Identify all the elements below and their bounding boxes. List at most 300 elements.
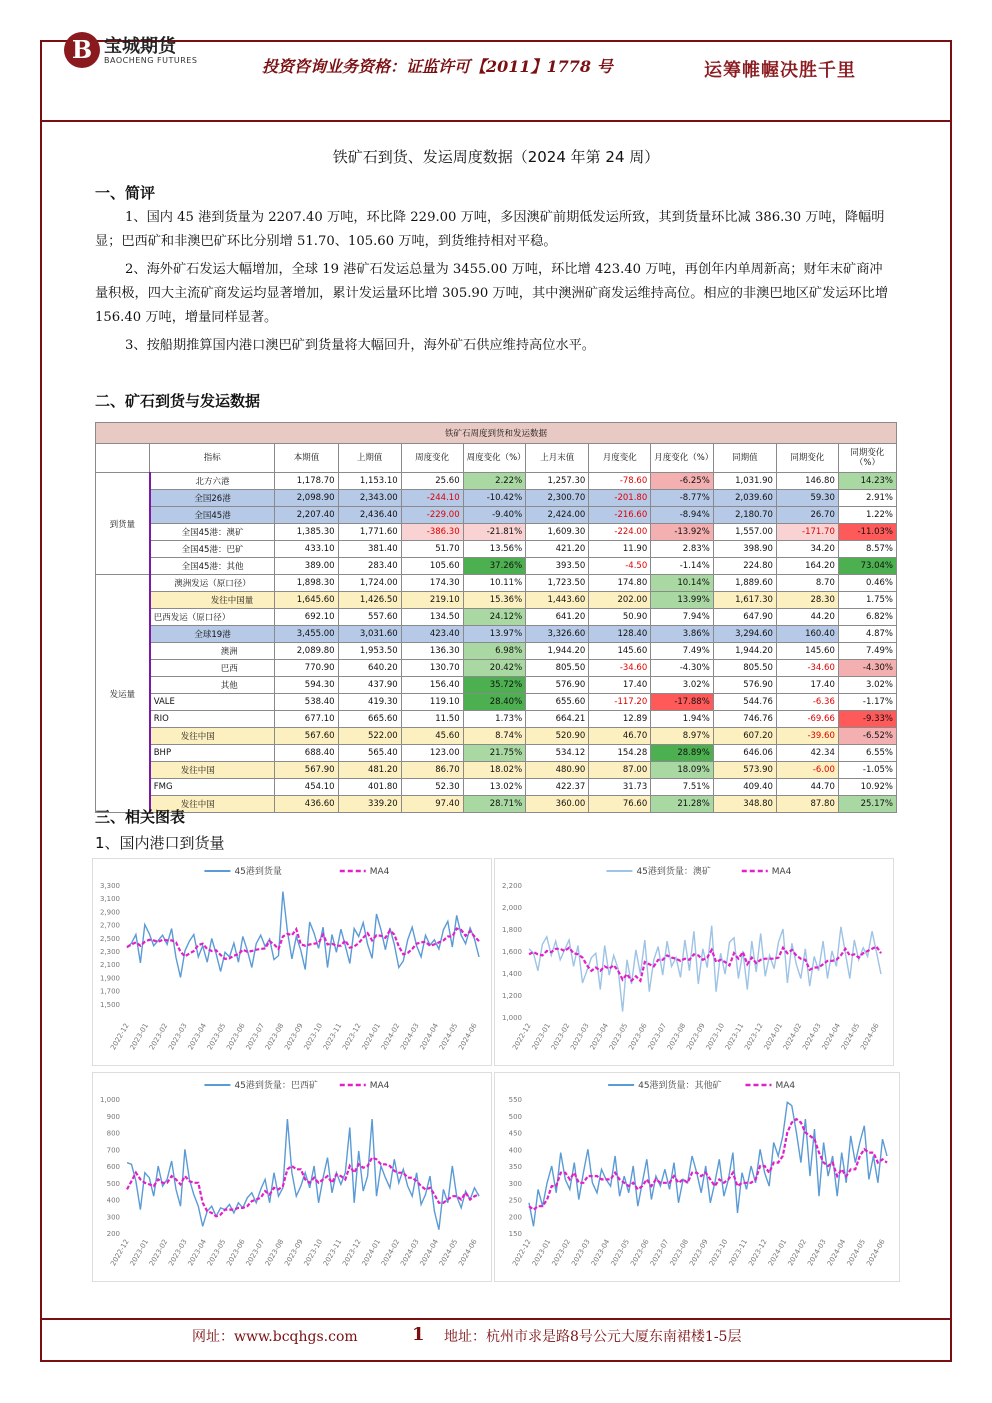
- x-tick-label: 2023-01: [530, 1022, 553, 1052]
- table-cell: 1,889.60: [713, 575, 776, 592]
- y-tick-label: 1,000: [99, 1096, 120, 1104]
- table-cell: 146.80: [776, 473, 838, 490]
- x-tick-label: 2024-04: [418, 1238, 441, 1268]
- table-row: [96, 490, 897, 507]
- table-cell: 3,031.60: [338, 626, 401, 643]
- table-cell: 688.40: [275, 745, 338, 762]
- chart-svg: [495, 1073, 899, 1281]
- y-tick-label: 300: [508, 1179, 522, 1188]
- table-cell: 105.60: [401, 558, 463, 575]
- row-label: 全国45港: [150, 507, 275, 524]
- table-cell: 3,326.60: [526, 626, 589, 643]
- table-cell: 11.50: [401, 711, 463, 728]
- y-tick-label: 350: [508, 1163, 522, 1171]
- x-tick-label: 2024-04: [825, 1238, 848, 1268]
- chart-svg: [93, 859, 491, 1065]
- y-tick-label: 600: [106, 1163, 120, 1171]
- x-tick-label: 2023-07: [244, 1022, 267, 1052]
- table-cell: 10.11%: [463, 575, 526, 592]
- x-tick-label: 2023-07: [646, 1022, 669, 1052]
- x-tick-label: 2023-02: [147, 1238, 170, 1268]
- legend-label-series: 45港到货量：澳矿: [636, 867, 711, 877]
- table-cell: -1.17%: [838, 694, 896, 711]
- table-cell: 21.75%: [463, 745, 526, 762]
- table-cell: 389.00: [275, 558, 338, 575]
- chart-legend: [204, 1079, 389, 1091]
- x-tick-label: 2023-11: [727, 1238, 750, 1268]
- table-cell: 13.02%: [463, 779, 526, 796]
- x-tick-label: 2023-03: [569, 1022, 591, 1052]
- table-cell: 10.92%: [838, 779, 896, 796]
- table-cell: 25.17%: [838, 796, 896, 813]
- table-cell: 87.80: [776, 796, 838, 813]
- table-cell: 17.40: [589, 677, 651, 694]
- header-cell: 上期值: [338, 444, 401, 473]
- x-tick-label: 2024-05: [845, 1238, 868, 1268]
- x-tick-label: 2023-07: [244, 1238, 267, 1268]
- x-tick-label: 2023-04: [588, 1022, 611, 1052]
- header-cell: 周度变化（%）: [463, 444, 526, 473]
- table-cell: 46.70: [589, 728, 651, 745]
- table-row: [96, 643, 897, 660]
- x-tick-label: 2022-12: [109, 1022, 131, 1052]
- table-cell: 34.20: [776, 541, 838, 558]
- table-cell: 1,723.50: [526, 575, 589, 592]
- table-row: [96, 575, 897, 592]
- table-cell: -6.00: [776, 762, 838, 779]
- table-cell: 567.90: [275, 762, 338, 779]
- table-cell: 348.80: [713, 796, 776, 813]
- table-cell: 640.20: [338, 660, 401, 677]
- x-tick-label: 2023-05: [609, 1238, 632, 1268]
- x-tick-label: 2023-09: [283, 1238, 305, 1268]
- y-tick-label: 2,200: [501, 882, 522, 890]
- table-row: [96, 728, 897, 745]
- x-tick-label: 2023-03: [167, 1238, 189, 1268]
- ma-line: [127, 929, 479, 959]
- header-cell: 同期变化（%）: [838, 444, 896, 473]
- page-header: [0, 0, 992, 84]
- row-label: 发往中国量: [150, 592, 275, 609]
- section-heading-summary: 一、简评: [95, 184, 156, 202]
- table-cell: -224.00: [589, 524, 651, 541]
- table-cell: -21.81%: [463, 524, 526, 541]
- legend-label-ma: MA4: [775, 1081, 796, 1091]
- y-tick-label: 2,900: [99, 908, 120, 917]
- table-cell: 219.10: [401, 592, 463, 609]
- x-tick-label: 2023-10: [302, 1022, 325, 1052]
- x-tick-label: 2024-03: [801, 1022, 823, 1052]
- table-cell: 136.30: [401, 643, 463, 660]
- row-label: 发往中国: [150, 796, 275, 813]
- header-cell: 指标: [150, 444, 275, 473]
- y-tick-label: 2,700: [99, 921, 120, 930]
- paragraph-3: 3、按船期推算国内港口澳巴矿到货量将大幅回升，海外矿石供应维持高位水平。: [125, 338, 595, 353]
- x-tick-label: 2024-01: [360, 1022, 383, 1052]
- table-cell: 8.74%: [463, 728, 526, 745]
- chart-svg: [93, 1073, 491, 1281]
- table-cell: -4.30%: [838, 660, 896, 677]
- document-title: 铁矿石到货、发运周度数据（2024 年第 24 周）: [332, 148, 660, 166]
- table-row: [96, 592, 897, 609]
- header-cell: 月度变化: [589, 444, 651, 473]
- table-cell: 3,455.00: [275, 626, 338, 643]
- table-cell: -1.14%: [651, 558, 714, 575]
- table-cell: -6.52%: [838, 728, 896, 745]
- row-label: RIO: [150, 711, 275, 728]
- legend-label-ma: MA4: [369, 867, 390, 877]
- y-tick-label: 2,100: [99, 961, 120, 970]
- ma-line: [127, 1158, 479, 1217]
- y-tick-label: 400: [106, 1196, 120, 1205]
- table-cell: 145.60: [776, 643, 838, 660]
- table-cell: 164.20: [776, 558, 838, 575]
- table-cell: 24.12%: [463, 609, 526, 626]
- table-cell: 156.40: [401, 677, 463, 694]
- x-tick-label: 2024-03: [806, 1238, 828, 1268]
- footer-website: 网址：www.bcqhgs.com: [192, 1329, 358, 1345]
- table-cell: 12.89: [589, 711, 651, 728]
- table-header-row: [96, 444, 897, 473]
- table-cell: 15.36%: [463, 592, 526, 609]
- row-label: 全球19港: [150, 626, 275, 643]
- table-cell: 18.02%: [463, 762, 526, 779]
- table-row: [96, 762, 897, 779]
- y-tick-label: 900: [106, 1112, 120, 1121]
- table-cell: 202.00: [589, 592, 651, 609]
- table-cell: 1,557.00: [713, 524, 776, 541]
- table-cell: 437.90: [338, 677, 401, 694]
- table-cell: 76.60: [589, 796, 651, 813]
- page-footer: [40, 1324, 952, 1348]
- table-cell: 594.30: [275, 677, 338, 694]
- table-cell: 692.10: [275, 609, 338, 626]
- table-row: [96, 711, 897, 728]
- table-cell: 6.55%: [838, 745, 896, 762]
- table-cell: 174.30: [401, 575, 463, 592]
- table-cell: 59.30: [776, 490, 838, 507]
- table-cell: 746.76: [713, 711, 776, 728]
- table-row: [96, 626, 897, 643]
- table-cell: 50.90: [589, 609, 651, 626]
- x-tick-label: 2023-06: [627, 1022, 649, 1052]
- x-tick-label: 2023-01: [530, 1238, 553, 1268]
- table-row: [96, 473, 897, 490]
- table-cell: 26.70: [776, 507, 838, 524]
- y-tick-label: 250: [508, 1196, 522, 1205]
- table-cell: 1,426.50: [338, 592, 401, 609]
- table-row: [96, 507, 897, 524]
- table-cell: 130.70: [401, 660, 463, 677]
- table-row: [96, 677, 897, 694]
- table-cell: 8.70: [776, 575, 838, 592]
- paragraph-2: 2、海外矿石发运大幅增加，全球 19 港矿石发运总量为 3455.00 万吨，环比增 423.40 万吨，再创年内单周新高；财年末矿商冲量积极，四大主流矿商发运均显著增加，累计发运量环比增 305.90 万吨，其中澳洲矿商发运维持高位。相应的非澳巴地区矿发运环比增 156.40 万吨，增量同样显著。: [95, 262, 889, 325]
- table-cell: 2,207.40: [275, 507, 338, 524]
- y-tick-label: 2,500: [99, 934, 120, 943]
- x-tick-label: 2023-12: [341, 1238, 363, 1268]
- table-cell: -34.60: [776, 660, 838, 677]
- table-row: [96, 541, 897, 558]
- row-label: 全国45港：巴矿: [150, 541, 275, 558]
- table-cell: 2,300.70: [526, 490, 589, 507]
- header-cell: 周度变化: [401, 444, 463, 473]
- x-tick-label: 2023-03: [167, 1022, 189, 1052]
- table-cell: 13.99%: [651, 592, 714, 609]
- header-cell: 同期值: [713, 444, 776, 473]
- y-tick-label: 1,900: [99, 974, 120, 983]
- table-cell: 2,343.00: [338, 490, 401, 507]
- table-cell: 8.57%: [838, 541, 896, 558]
- table-cell: 51.70: [401, 541, 463, 558]
- table-cell: 2,436.40: [338, 507, 401, 524]
- header-cell: 同期变化: [776, 444, 838, 473]
- table-cell: 2,039.60: [713, 490, 776, 507]
- table-cell: -244.10: [401, 490, 463, 507]
- legend-label-series: 45港到货量：其他矿: [638, 1081, 722, 1091]
- x-tick-label: 2023-11: [321, 1238, 344, 1268]
- table-cell: 31.73: [589, 779, 651, 796]
- table-cell: -69.66: [776, 711, 838, 728]
- table-row: [96, 558, 897, 575]
- x-tick-label: 2023-07: [648, 1238, 671, 1268]
- table-cell: 14.23%: [838, 473, 896, 490]
- legend-label-ma: MA4: [369, 1081, 390, 1091]
- table-cell: 2.83%: [651, 541, 714, 558]
- x-tick-label: 2023-02: [147, 1022, 170, 1052]
- x-tick-label: 2023-04: [589, 1238, 612, 1268]
- row-label: 澳洲发运（原口径）: [150, 575, 275, 592]
- table-cell: 1,944.20: [713, 643, 776, 660]
- table-cell: 607.20: [713, 728, 776, 745]
- table-cell: 339.20: [338, 796, 401, 813]
- table-cell: 576.90: [526, 677, 589, 694]
- chart-45-ports-arrivals: [92, 858, 492, 1066]
- table-cell: 1,953.50: [338, 643, 401, 660]
- table-row: [96, 745, 897, 762]
- chart-svg: [495, 859, 893, 1065]
- series-line: [127, 892, 479, 978]
- table-cell: 13.97%: [463, 626, 526, 643]
- y-tick-label: 1,400: [501, 970, 522, 978]
- x-tick-label: 2023-08: [665, 1022, 688, 1052]
- x-tick-label: 2022-12: [511, 1022, 533, 1052]
- table-cell: -11.03%: [838, 524, 896, 541]
- table-cell: 647.90: [713, 609, 776, 626]
- table-cell: 28.40%: [463, 694, 526, 711]
- table-cell: 534.12: [526, 745, 589, 762]
- table-cell: -8.77%: [651, 490, 714, 507]
- table-cell: 401.80: [338, 779, 401, 796]
- row-label: 巴西: [150, 660, 275, 677]
- table-cell: 393.50: [526, 558, 589, 575]
- table-cell: 538.40: [275, 694, 338, 711]
- table-row: [96, 779, 897, 796]
- y-tick-label: 550: [508, 1096, 522, 1104]
- table-cell: 3,294.60: [713, 626, 776, 643]
- y-tick-label: 1,200: [501, 992, 522, 1000]
- table-cell: 37.26%: [463, 558, 526, 575]
- table-cell: 119.10: [401, 694, 463, 711]
- table-cell: 7.51%: [651, 779, 714, 796]
- table-cell: 6.82%: [838, 609, 896, 626]
- table-row: [96, 660, 897, 677]
- x-tick-label: 2024-04: [418, 1022, 441, 1052]
- x-tick-label: 2023-05: [607, 1022, 630, 1052]
- row-label: 全国45港：其他: [150, 558, 275, 575]
- x-tick-label: 2023-11: [321, 1022, 344, 1052]
- x-tick-label: 2023-01: [128, 1238, 151, 1268]
- table-caption-row: [96, 423, 897, 444]
- y-tick-label: 200: [106, 1230, 120, 1238]
- table-cell: -6.36: [776, 694, 838, 711]
- row-label: VALE: [150, 694, 275, 711]
- x-tick-label: 2023-06: [629, 1238, 651, 1268]
- y-tick-label: 200: [508, 1213, 522, 1222]
- table-cell: 480.90: [526, 762, 589, 779]
- row-label: 全国45港：澳矿: [150, 524, 275, 541]
- table-cell: 433.10: [275, 541, 338, 558]
- x-tick-label: 2024-06: [859, 1022, 881, 1052]
- table-cell: -4.50: [589, 558, 651, 575]
- row-label: 其他: [150, 677, 275, 694]
- table-cell: -10.42%: [463, 490, 526, 507]
- subsection-heading-arrivals: 1、国内港口到货量: [95, 834, 225, 852]
- x-tick-label: 2023-03: [570, 1238, 592, 1268]
- x-tick-label: 2023-12: [747, 1238, 769, 1268]
- table-cell: 7.49%: [838, 643, 896, 660]
- table-cell: 28.30: [776, 592, 838, 609]
- table-cell: 1,153.10: [338, 473, 401, 490]
- header-cell: 月度变化（%）: [651, 444, 714, 473]
- x-tick-label: 2024-02: [379, 1022, 402, 1052]
- table-cell: 2,180.70: [713, 507, 776, 524]
- x-tick-label: 2023-04: [186, 1022, 209, 1052]
- x-tick-label: 2024-05: [839, 1022, 862, 1052]
- legend-label-ma: MA4: [771, 867, 792, 877]
- x-tick-label: 2024-03: [399, 1238, 421, 1268]
- logo-mark-icon: B: [64, 32, 100, 68]
- x-tick-label: 2024-01: [360, 1238, 383, 1268]
- table-cell: 25.60: [401, 473, 463, 490]
- table-cell: 1.22%: [838, 507, 896, 524]
- x-tick-label: 2024-01: [762, 1022, 785, 1052]
- table-cell: 421.20: [526, 541, 589, 558]
- table-cell: 13.56%: [463, 541, 526, 558]
- table-cell: -386.30: [401, 524, 463, 541]
- x-tick-label: 2023-01: [128, 1022, 151, 1052]
- series-line: [529, 926, 881, 1012]
- row-label: 澳洲: [150, 643, 275, 660]
- x-tick-label: 2023-06: [225, 1238, 247, 1268]
- table-cell: 655.60: [526, 694, 589, 711]
- table-cell: -78.60: [589, 473, 651, 490]
- table-cell: 2,089.80: [275, 643, 338, 660]
- table-cell: 646.06: [713, 745, 776, 762]
- chart-45-ports-australia: [494, 858, 894, 1066]
- table-cell: -171.70: [776, 524, 838, 541]
- row-label: FMG: [150, 779, 275, 796]
- y-tick-label: 300: [106, 1213, 120, 1222]
- x-tick-label: 2023-08: [263, 1238, 286, 1268]
- logo-name-cn: 宝城期货: [104, 36, 176, 57]
- table-cell: -6.25%: [651, 473, 714, 490]
- table-row: [96, 694, 897, 711]
- table-cell: 160.40: [776, 626, 838, 643]
- row-label: BHP: [150, 745, 275, 762]
- table-cell: 2.22%: [463, 473, 526, 490]
- table-cell: 544.76: [713, 694, 776, 711]
- x-tick-label: 2024-02: [786, 1238, 809, 1268]
- x-tick-label: 2024-03: [399, 1022, 421, 1052]
- row-label: 发往中国: [150, 728, 275, 745]
- table-cell: 123.00: [401, 745, 463, 762]
- table-cell: 28.89%: [651, 745, 714, 762]
- table-cell: 42.34: [776, 745, 838, 762]
- table-cell: 6.98%: [463, 643, 526, 660]
- table-cell: 423.40: [401, 626, 463, 643]
- table-cell: 2.91%: [838, 490, 896, 507]
- table-cell: 283.40: [338, 558, 401, 575]
- table-cell: 17.40: [776, 677, 838, 694]
- table-cell: -117.20: [589, 694, 651, 711]
- section-heading-data: 二、矿石到货与发运数据: [95, 392, 261, 410]
- group-label-arrival: 到货量: [96, 473, 150, 575]
- table-cell: 28.71%: [463, 796, 526, 813]
- table-cell: 97.40: [401, 796, 463, 813]
- table-cell: 21.28%: [651, 796, 714, 813]
- table-cell: 381.40: [338, 541, 401, 558]
- table-cell: 1,771.60: [338, 524, 401, 541]
- table-cell: 409.40: [713, 779, 776, 796]
- x-tick-label: 2023-12: [341, 1022, 363, 1052]
- table-cell: 1,645.60: [275, 592, 338, 609]
- table-caption: 铁矿石周度到货和发运数据: [96, 423, 897, 444]
- table-cell: 573.90: [713, 762, 776, 779]
- table-cell: 11.90: [589, 541, 651, 558]
- header-cell: 上月末值: [526, 444, 589, 473]
- x-tick-label: 2023-08: [263, 1022, 286, 1052]
- x-tick-label: 2023-04: [186, 1238, 209, 1268]
- header-cell-blank: [96, 444, 150, 473]
- table-cell: 7.49%: [651, 643, 714, 660]
- x-tick-label: 2024-04: [820, 1022, 843, 1052]
- table-cell: -229.00: [401, 507, 463, 524]
- table-cell: -13.92%: [651, 524, 714, 541]
- table-cell: 44.20: [776, 609, 838, 626]
- table-cell: 10.14%: [651, 575, 714, 592]
- table-cell: 44.70: [776, 779, 838, 796]
- x-tick-label: 2023-05: [205, 1022, 228, 1052]
- x-tick-label: 2024-02: [379, 1238, 402, 1268]
- table-cell: -39.60: [776, 728, 838, 745]
- table-cell: 1,031.90: [713, 473, 776, 490]
- table-cell: 454.10: [275, 779, 338, 796]
- table-cell: 224.80: [713, 558, 776, 575]
- table-cell: 145.60: [589, 643, 651, 660]
- table-cell: 174.80: [589, 575, 651, 592]
- table-cell: 87.00: [589, 762, 651, 779]
- row-label: 巴西发运（原口径）: [150, 609, 275, 626]
- table-cell: 2,424.00: [526, 507, 589, 524]
- x-tick-label: 2023-09: [685, 1022, 707, 1052]
- table-cell: 3.02%: [651, 677, 714, 694]
- table-cell: 86.70: [401, 762, 463, 779]
- legend-label-series: 45港到货量：巴西矿: [234, 1081, 318, 1091]
- table-cell: 7.94%: [651, 609, 714, 626]
- footer-address: 地址：杭州市求是路8号公元大厦东南裙楼1-5层: [444, 1329, 742, 1345]
- table-cell: 1.94%: [651, 711, 714, 728]
- row-label: 全国26港: [150, 490, 275, 507]
